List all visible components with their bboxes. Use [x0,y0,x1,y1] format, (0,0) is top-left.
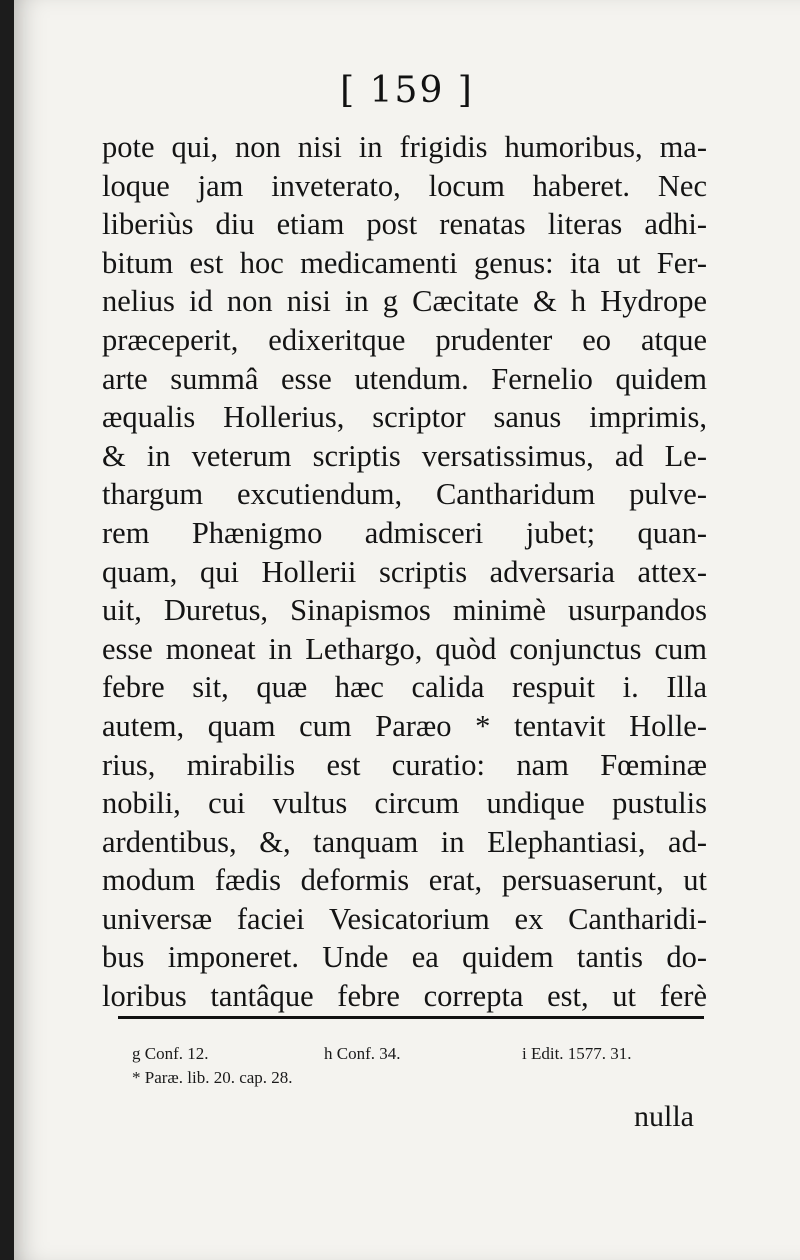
text-line: febre sit, quæ hæc calida respuit i. Illa [102,670,707,705]
page-number: [ 159 ] [340,70,474,111]
text-line: bus imponeret. Unde ea quidem tantis do- [102,940,707,975]
text-line: universæ faciei Vesicatorium ex Cantharidi- [102,901,707,936]
text-line: thargum excutiendum, Cantharidum pulve- [102,477,707,512]
body-text [102,128,707,1016]
text-line: præceperit, edixeritque prudenter eo atque [102,322,707,357]
text-line: uit, Duretus, Sinapismos minimè usurpandos [102,593,707,628]
footnote-h: h Conf. 34. [324,1044,401,1063]
text-line: arte summâ esse utendum. Fernelio quidem [102,361,707,396]
text-line: quam, qui Hollerii scriptis adversaria attex- [102,554,707,589]
text-line: loribus tantâque febre correpta est, ut ferè [102,979,707,1014]
text-line: pote qui, non nisi in frigidis humoribus, ma- [102,130,707,164]
footnote-g: g Conf. 12. [132,1044,209,1063]
text-line: esse moneat in Lethargo, quòd conjunctus cum [102,631,707,666]
footnotes [132,1044,712,1092]
text-line: æqualis Hollerius, scriptor sanus imprimis, [102,400,707,435]
text-line: rem Phænigmo admisceri jubet; quan- [102,515,707,550]
text-line: & in veterum scriptis versatissimus, ad Le- [102,438,707,473]
footnote-star: * Paræ. lib. 20. cap. 28. [132,1068,293,1087]
book-page [14,0,800,1260]
text-line: ardentibus, &, tanquam in Elephantiasi, ad- [102,824,707,859]
catchword: nulla [634,1100,694,1133]
text-line: nelius id non nisi in g Cæcitate & h Hydrope [102,284,707,319]
text-line: rius, mirabilis est curatio: nam Fœminæ [102,747,707,782]
text-line: loque jam inveterato, locum haberet. Nec [102,168,707,203]
text-line: liberiùs diu etiam post renatas literas adhi- [102,207,707,242]
text-line: bitum est hoc medicamenti genus: ita ut Fer- [102,245,707,280]
text-line: nobili, cui vultus circum undique pustulis [102,786,707,821]
text-line: modum fædis deformis erat, persuaserunt, ut [102,863,707,898]
footnote-rule [118,1016,704,1019]
text-line: autem, quam cum Paræo * tentavit Holle- [102,708,707,743]
footnote-i: i Edit. 1577. 31. [522,1044,632,1063]
